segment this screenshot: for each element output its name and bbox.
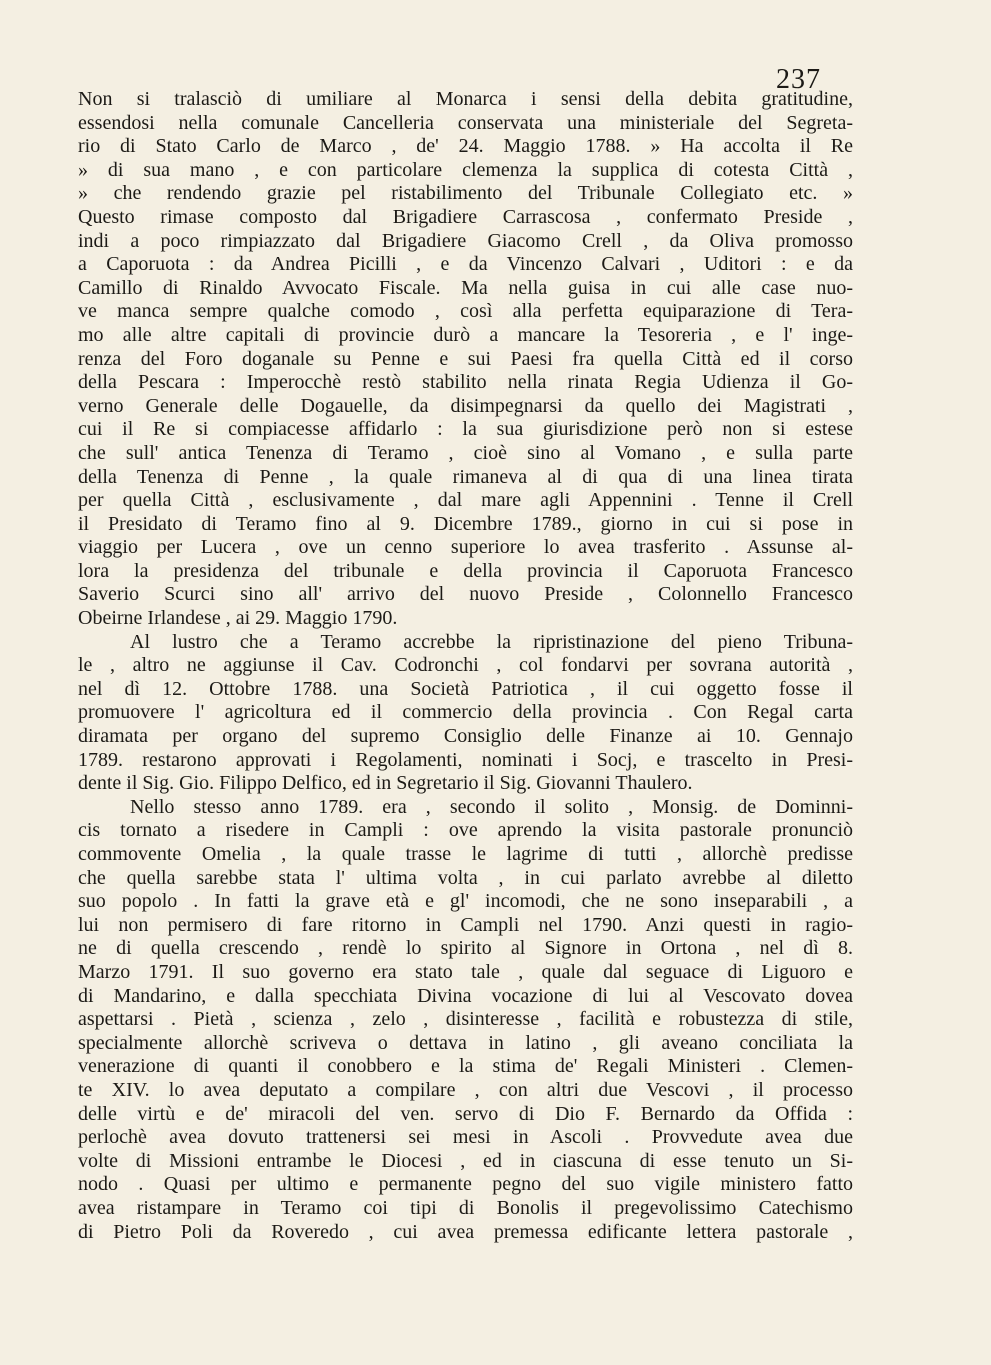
paragraph-end-line: dente il Sig. Gio. Filippo Delfico, ed in Segretario il Sig. Giovanni Thaulero. <box>78 772 693 795</box>
text-line: renza del Foro doganale su Penne e sui Paesi fra quella Città ed il corso <box>78 347 853 370</box>
text-line: il Presidato di Teramo fino al 9. Dicembre 1789., giorno in cui si pose in <box>78 512 853 535</box>
paragraph-start-line: Nello stesso anno 1789. era , secondo il solito , Monsig. de Dominni- <box>130 795 853 818</box>
text-line: Camillo di Rinaldo Avvocato Fiscale. Ma nella guisa in cui alle case nuo- <box>78 276 853 299</box>
text-line: perlochè avea dovuto trattenersi sei mesi in Ascoli . Provvedute avea due <box>78 1126 853 1149</box>
text-line: specialmente allorchè scriveva o dettava in latino , gli aveano conciliata la <box>78 1031 853 1054</box>
text-line: mo alle altre capitali di provincie durò a mancare la Tesoreria , e l' inge- <box>78 323 853 346</box>
text-line: essendosi nella comunale Cancelleria conservata una ministeriale del Segreta- <box>78 111 853 134</box>
text-line: di Mandarino, e dalla specchiata Divina vocazione di lui al Vescovato dovea <box>78 984 853 1007</box>
text-line: a Caporuota : da Andrea Picilli , e da Vincenzo Calvari , Uditori : e da <box>78 253 853 276</box>
paragraph-end-line: Obeirne Irlandese , ai 29. Maggio 1790. <box>78 607 398 630</box>
text-line: » di sua mano , e con particolare clemenza la supplica di cotesta Città , <box>78 158 853 181</box>
text-line: suo popolo . In fatti la grave età e gl' incomodi, che ne sono inseparabili , a <box>78 890 853 913</box>
text-line: ne di quella crescendo , rendè lo spirito al Signore in Ortona , nel dì 8. <box>78 937 853 960</box>
text-line: aspettarsi . Pietà , scienza , zelo , disinteresse , facilità e robustezza di stile, <box>78 1008 853 1031</box>
text-line: cis tornato a risedere in Campli : ove aprendo la visita pastorale pronunciò <box>78 819 853 842</box>
text-line: venerazione di quanti il conobbero e la stima de' Regali Ministeri . Clemen- <box>78 1055 853 1078</box>
text-line: Questo rimase composto dal Brigadiere Carrascosa , confermato Preside , <box>78 205 853 228</box>
text-line: nodo . Quasi per ultimo e permanente pegno del suo vigile ministero fatto <box>78 1173 853 1196</box>
text-line: avea ristampare in Teramo coi tipi di Bonolis il pregevolissimo Catechismo <box>78 1196 853 1219</box>
text-line: commovente Omelia , la quale trasse le lagrime di tutti , allorchè predisse <box>78 843 853 865</box>
text-line: te XIV. lo avea deputato a compilare , con altri due Vescovi , il processo <box>78 1078 853 1101</box>
text-line: per quella Città , esclusivamente , dal mare agli Appennini . Tenne il Crell <box>78 489 853 512</box>
text-line: promuovere l' agricoltura ed il commercio della provincia . Con Regal carta <box>78 701 853 724</box>
text-line: delle virtù e de' miracoli del ven. servo di Dio F. Bernardo da Offida : <box>78 1102 853 1125</box>
text-line: cui il Re si compiacesse affidarlo : la sua giurisdizione però non si estese <box>78 418 853 441</box>
text-line: nel dì 12. Ottobre 1788. una Società Patriotica , il cui oggetto fosse il <box>78 677 853 700</box>
text-line: che sull' antica Tenenza di Teramo , cioè sino al Vomano , e sulla parte <box>78 441 853 464</box>
page-number: 237 <box>776 64 821 95</box>
text-line: Marzo 1791. Il suo governo era stato tale , quale dal seguace di Liguoro e <box>78 960 853 983</box>
text-line: ve manca sempre qualche comodo , così alla perfetta equiparazione di Tera- <box>78 300 853 323</box>
text-line: di Pietro Poli da Roveredo , cui avea premessa edificante lettera pastorale , <box>78 1220 853 1243</box>
body-text <box>78 88 853 1244</box>
text-line: lui non permisero di fare ritorno in Campli nel 1790. Anzi questi in ragio- <box>78 913 853 936</box>
text-line: volte di Missioni entrambe le Diocesi , ed in ciascuna di esse tenuto un Si- <box>78 1149 853 1172</box>
text-line: verno Generale delle Dogauelle, da disimpegnarsi da quello dei Magistrati , <box>78 394 853 417</box>
text-line: viaggio per Lucera , ove un cenno superiore lo avea trasferito . Assunse al- <box>78 536 853 559</box>
text-line: » che rendendo grazie pel ristabilimento del Tribunale Collegiato etc. » <box>78 182 853 205</box>
text-line: rio di Stato Carlo de Marco , de' 24. Maggio 1788. » Ha accolta il Re <box>78 135 853 158</box>
text-line: che quella sarebbe stata l' ultima volta , in cui parlato avrebbe al diletto <box>78 866 853 889</box>
text-line: Saverio Scurci sino all' arrivo del nuovo Preside , Colonnello Francesco <box>78 583 853 606</box>
text-line: della Tenenza di Penne , la quale rimaneva al di qua di una linea tirata <box>78 465 853 488</box>
paragraph-start-line: Al lustro che a Teramo accrebbe la ripristinazione del pieno Tribuna- <box>130 630 853 653</box>
text-line: Non si tralasciò di umiliare al Monarca i sensi della debita gratitudine, <box>78 88 853 110</box>
text-line: diramata per organo del supremo Consiglio delle Finanze ai 10. Gennajo <box>78 725 853 748</box>
text-line: 1789. restarono approvati i Regolamenti, nominati i Socj, e trascelto in Presi- <box>78 748 853 771</box>
text-line: della Pescara : Imperocchè restò stabilito nella rinata Regia Udienza il Go- <box>78 371 853 394</box>
text-line: le , altro ne aggiunse il Cav. Codronchi , col fondarvi per sovrana autorità , <box>78 654 853 677</box>
text-line: indi a poco rimpiazzato dal Brigadiere Giacomo Crell , da Oliva promosso <box>78 229 853 252</box>
text-line: lora la presidenza del tribunale e della provincia il Caporuota Francesco <box>78 559 853 582</box>
